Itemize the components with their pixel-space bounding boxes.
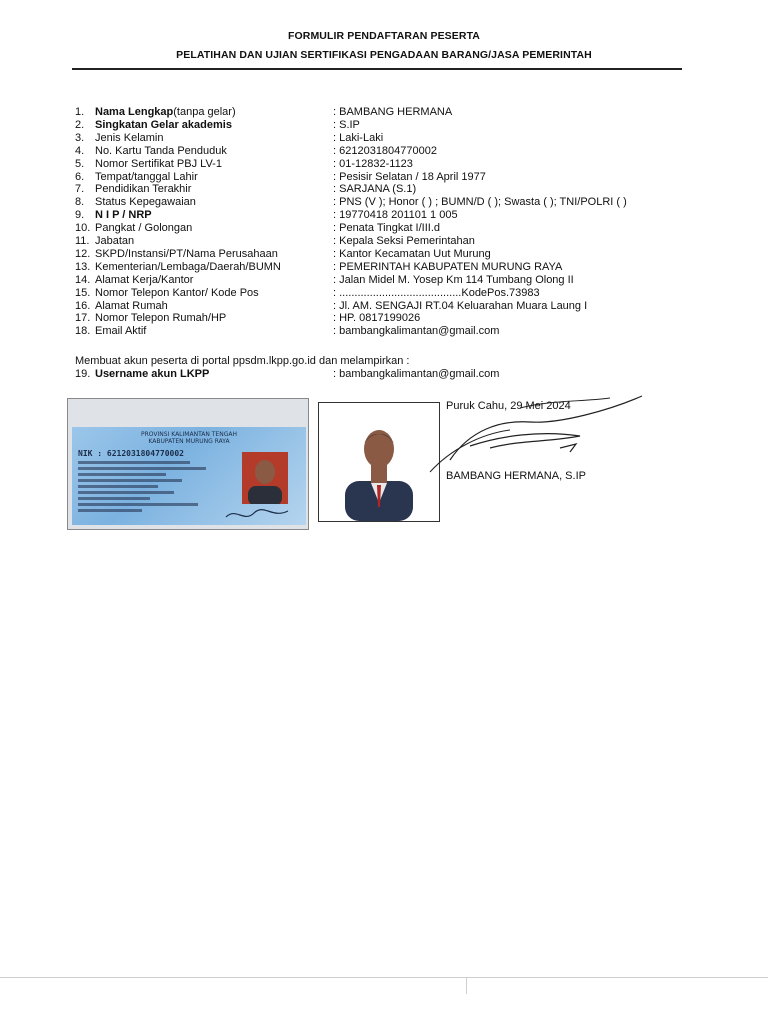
field-value: : HP. 0817199026	[333, 312, 421, 325]
field-label: Pangkat / Golongan	[95, 222, 193, 235]
field-value: : Penata Tingkat I/III.d	[333, 222, 441, 235]
field-label: Pendidikan Terakhir	[95, 183, 192, 196]
ktp-card	[72, 427, 306, 525]
field-row	[75, 261, 281, 274]
field-number: 4.	[75, 144, 85, 157]
field-number: 7.	[75, 183, 85, 196]
field-label: Kementerian/Lembaga/Daerah/BUMN	[95, 260, 281, 273]
field-value: : SARJANA (S.1)	[333, 183, 417, 196]
field-row	[75, 248, 278, 261]
field-row	[75, 132, 163, 145]
field-number: 19.	[75, 368, 91, 380]
field-row	[75, 325, 146, 338]
field-label: Nomor Sertifikat PBJ LV-1	[95, 157, 222, 170]
field-label: Tempat/tanggal Lahir	[95, 170, 198, 183]
field-row	[75, 274, 193, 287]
ktp-nik: NIK : 6212031804770002	[78, 449, 184, 458]
field-number: 11.	[75, 235, 90, 247]
field-value: : bambangkalimantan@gmail.com	[333, 325, 500, 338]
field-number: 18.	[75, 325, 91, 338]
field-row	[75, 171, 198, 184]
field-label: Email Aktif	[95, 325, 147, 338]
field-number: 1.	[75, 106, 85, 118]
field-value: : PNS (V ); Honor ( ) ; BUMN/D ( ); Swasta ( ); TNI/POLRI ( )	[333, 196, 627, 209]
field-row	[75, 196, 196, 209]
field-row	[75, 183, 191, 196]
footer-tick	[466, 978, 467, 994]
field-row	[75, 119, 232, 132]
field-row	[75, 235, 134, 248]
place-date: Puruk Cahu, 29 Mei 2024	[446, 400, 571, 412]
field-value: : BAMBANG HERMANA	[333, 106, 453, 118]
field-row	[75, 312, 226, 325]
form-title: FORMULIR PENDAFTARAN PESERTA	[288, 30, 480, 42]
field-number: 13.	[75, 260, 91, 273]
ktp-province: PROVINSI KALIMANTAN TENGAH	[141, 431, 237, 438]
form-subtitle: PELATIHAN DAN UJIAN SERTIFIKASI PENGADAAN BARANG/JASA PEMERINTAH	[176, 49, 592, 61]
field-label: Status Kepegawaian	[95, 196, 196, 209]
field-number: 8.	[75, 196, 85, 209]
field-label: N I P / NRP	[95, 209, 152, 222]
ktp-signature	[222, 505, 292, 523]
field-value: : 01-12832-1123	[333, 157, 413, 170]
field-number: 10.	[75, 222, 91, 235]
field-label: Singkatan Gelar akademis	[95, 118, 232, 131]
ktp-photo	[242, 452, 288, 504]
field-value: : 6212031804770002	[333, 144, 437, 157]
field-number: 17.	[75, 312, 91, 325]
field-number: 15.	[75, 286, 91, 299]
field-row	[75, 287, 259, 300]
field-label: SKPD/Instansi/PT/Nama Perusahaan	[95, 247, 278, 260]
field-label: Alamat Rumah	[95, 299, 168, 312]
field-label: Jabatan	[95, 235, 135, 247]
header-divider	[72, 68, 682, 70]
field-value: : Jl. AM. SENGAJI RT.04 Keluarahan Muara Laung I	[333, 299, 588, 312]
portal-note: Membuat akun peserta di portal ppsdm.lkpp.go.id dan melampirkan :	[75, 355, 410, 367]
footer-line	[0, 977, 768, 978]
field-number: 2.	[75, 118, 85, 131]
field-number: 12.	[75, 247, 91, 260]
field-value: : Laki-Laki	[333, 131, 384, 144]
field-number: 9.	[75, 209, 85, 222]
ktp-card-image	[67, 398, 309, 530]
field-row	[75, 106, 236, 119]
field-row	[75, 145, 227, 158]
field-row	[75, 222, 192, 235]
field-row-username	[75, 368, 209, 381]
field-row	[75, 158, 222, 171]
field-value: : 19770418 201101 1 005	[333, 209, 458, 222]
field-label: Username akun LKPP	[95, 368, 210, 380]
field-label: Nomor Telepon Rumah/HP	[95, 312, 227, 325]
signer-name: BAMBANG HERMANA, S.IP	[446, 470, 586, 482]
field-label: No. Kartu Tanda Penduduk	[95, 144, 227, 157]
field-label: Nomor Telepon Kantor/ Kode Pos	[95, 286, 259, 299]
ktp-detail-lines	[78, 461, 238, 515]
field-label-suffix: (tanpa gelar)	[173, 106, 236, 118]
field-value: : Kantor Kecamatan Uut Murung	[333, 247, 491, 260]
field-label: Jenis Kelamin	[95, 131, 164, 144]
field-value: : Kepala Seksi Pemerintahan	[333, 235, 475, 247]
ktp-regency: KABUPATEN MURUNG RAYA	[148, 438, 230, 445]
field-number: 16.	[75, 299, 91, 312]
field-value-username: : bambangkalimantan@gmail.com	[333, 368, 500, 380]
field-row	[75, 300, 168, 313]
field-value: : Pesisir Selatan / 18 April 1977	[333, 170, 486, 183]
field-label: Alamat Kerja/Kantor	[95, 273, 194, 286]
field-number: 6.	[75, 170, 85, 183]
field-value: : ........................................KodePos.73983	[333, 286, 540, 299]
field-value: : PEMERINTAH KABUPATEN MURUNG RAYA	[333, 260, 563, 273]
field-label: Nama Lengkap	[95, 106, 174, 118]
field-number: 3.	[75, 131, 85, 144]
field-number: 5.	[75, 157, 85, 170]
field-value: : S.IP	[333, 118, 360, 131]
field-value: : Jalan Midel M. Yosep Km 114 Tumbang Olong II	[333, 273, 574, 286]
field-number: 14.	[75, 273, 91, 286]
field-row	[75, 209, 152, 222]
